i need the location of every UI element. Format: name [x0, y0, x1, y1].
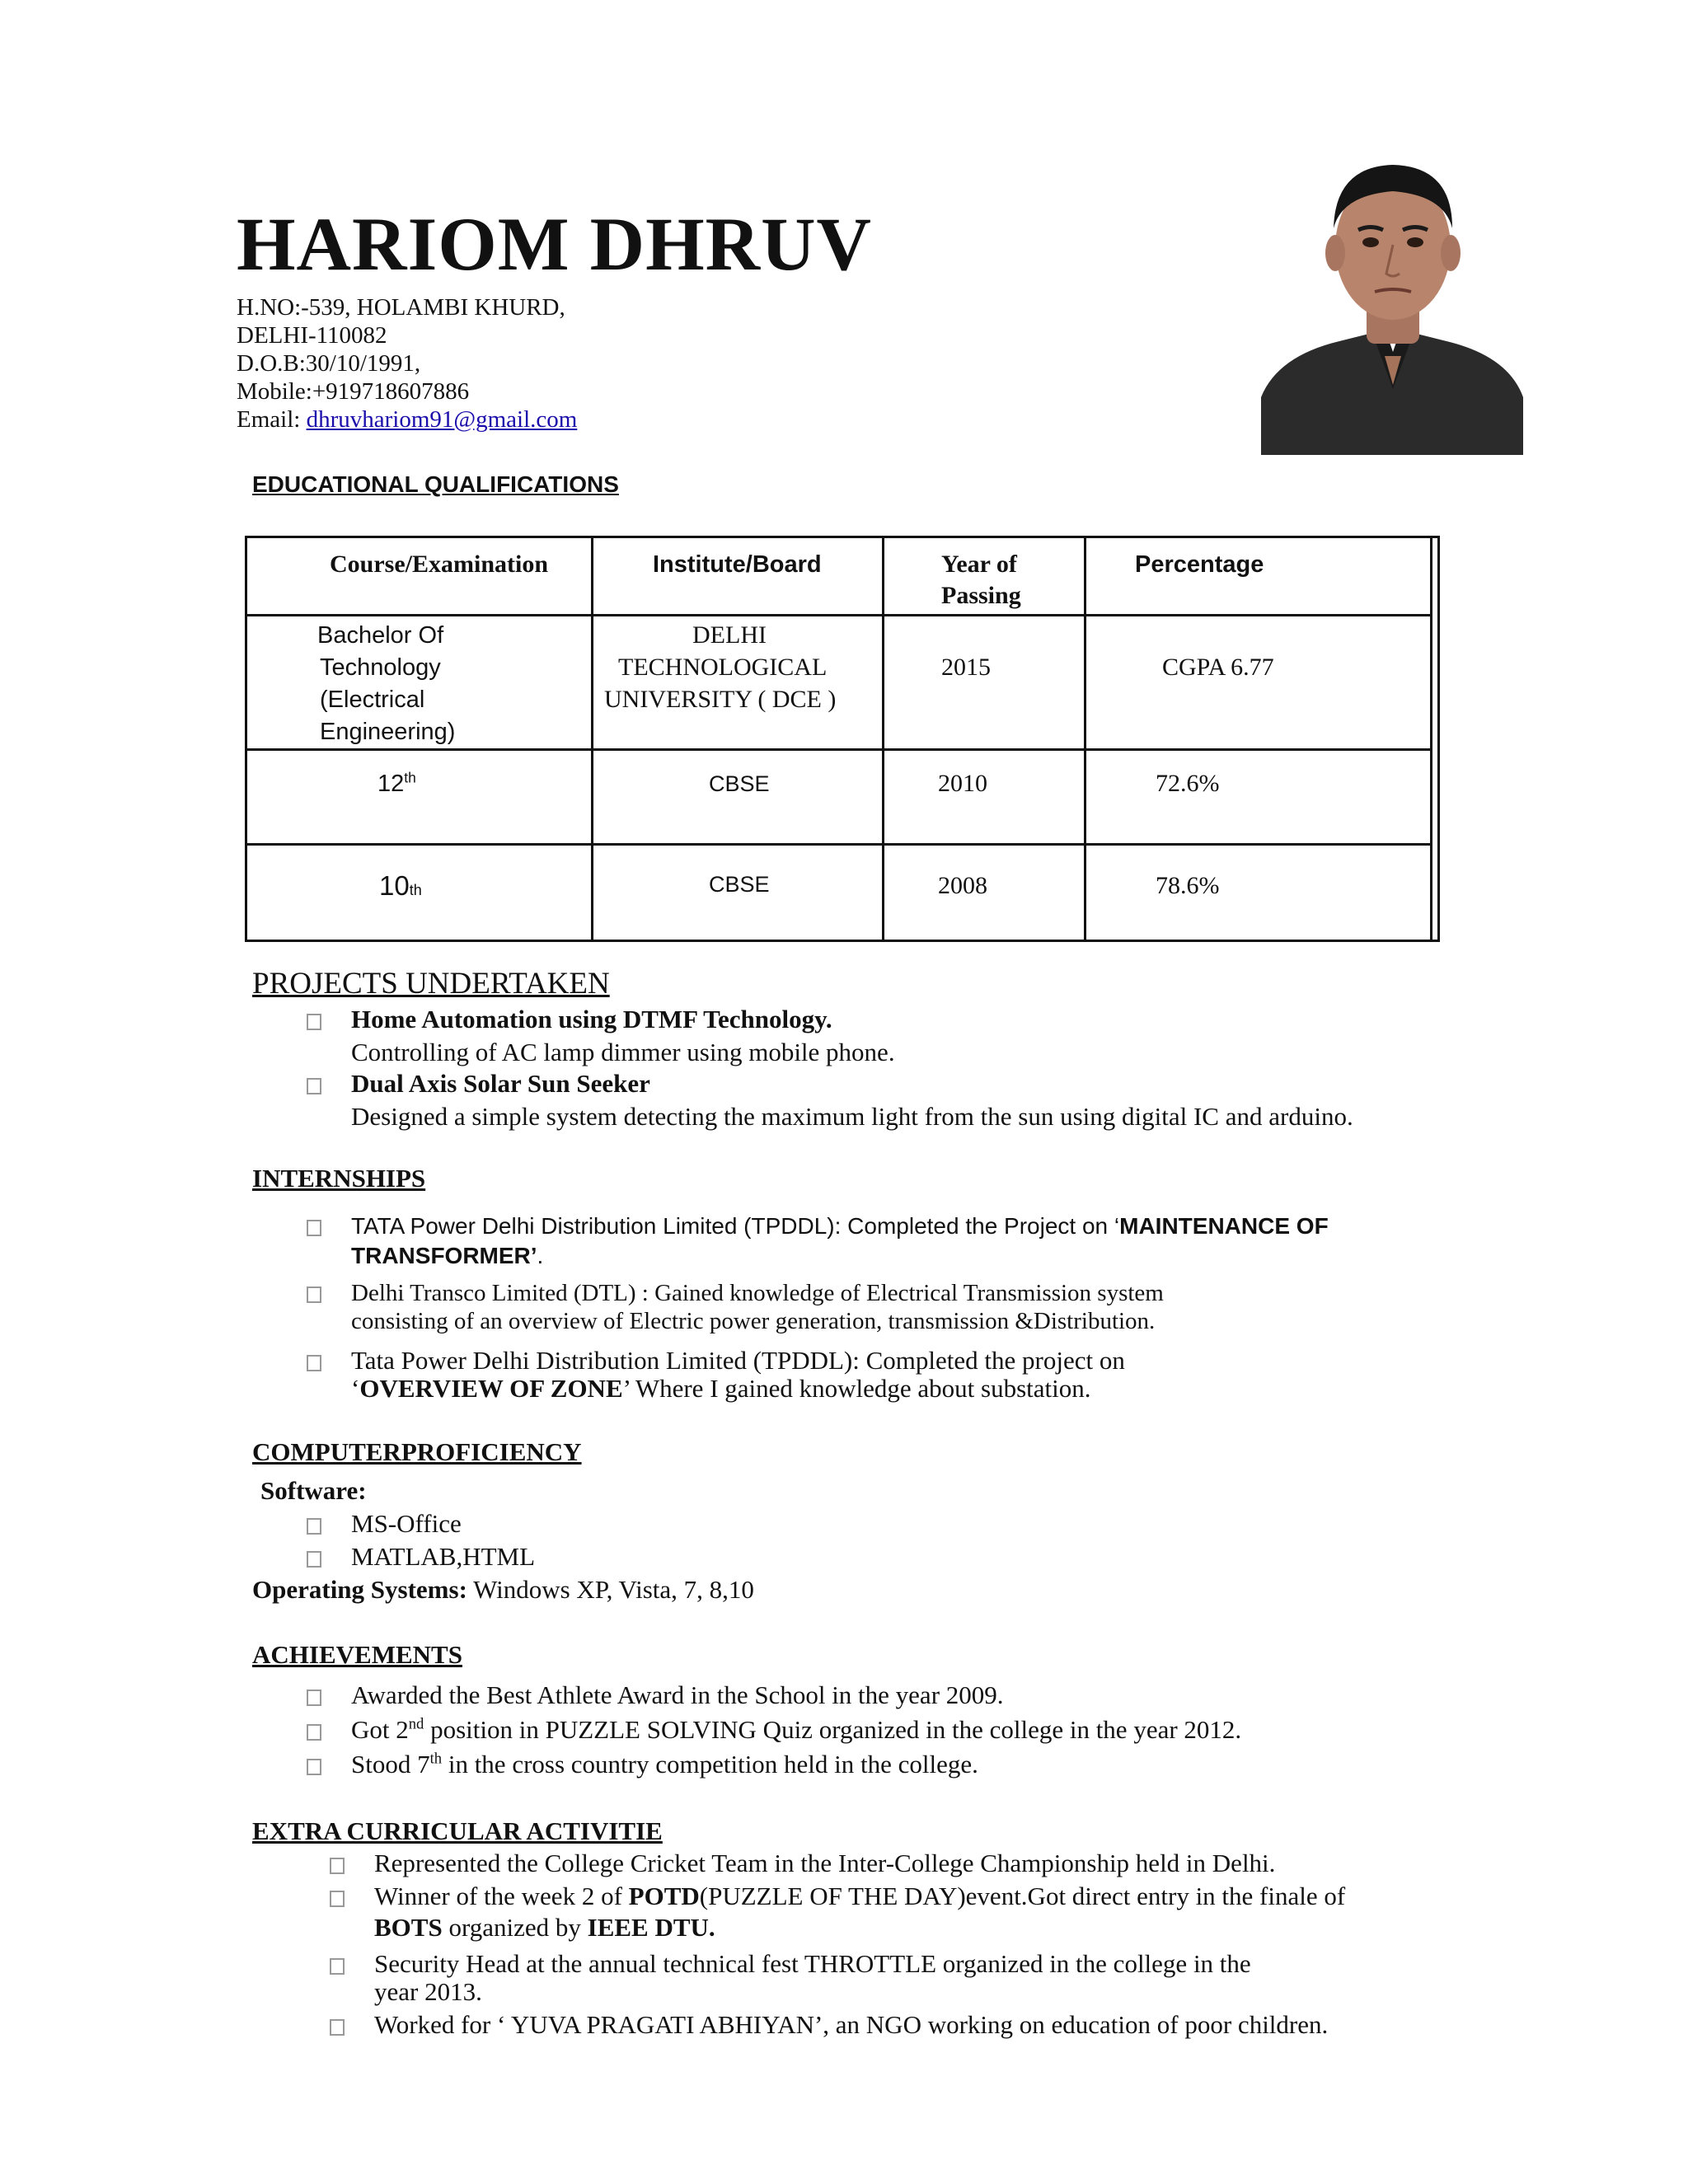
- project-desc-1: Controlling of AC lamp dimmer using mobile phone.: [351, 1038, 895, 1066]
- internship-item-2: Delhi Transco Limited (DTL) : Gained knowledge of Electrical Transmission system: [307, 1279, 321, 1307]
- row3-percentage: 78.6%: [1156, 872, 1220, 899]
- address-line-1: H.NO:-539, HOLAMBI KHURD,: [237, 294, 565, 321]
- internship-item-1-cont: TRANSFORMER’.: [351, 1243, 544, 1268]
- software-label: Software:: [260, 1476, 367, 1505]
- achievements-heading: ACHIEVEMENTS: [252, 1640, 462, 1669]
- row3-course: 10th: [379, 870, 422, 901]
- row1-institute-1: DELHI: [692, 621, 767, 649]
- profile-photo: [1261, 150, 1523, 455]
- row2-institute: CBSE: [709, 771, 770, 796]
- extra-item-2-cont: BOTS organized by IEEE DTU.: [374, 1913, 715, 1942]
- internship-item-1: TATA Power Delhi Distribution Limited (TPDDL): Completed the Project on ‘MAINTENANCE OF: [307, 1212, 321, 1241]
- project-desc-2: Designed a simple system detecting the maximum light from the sun using digital IC and arduino.: [351, 1102, 1353, 1131]
- row1-course-1: Bachelor Of: [317, 622, 444, 649]
- bullet-icon: [330, 2019, 345, 2036]
- bullet-icon: [307, 1690, 321, 1706]
- col-header-year-2: Passing: [941, 582, 1021, 609]
- internship-item-3-cont: ‘OVERVIEW OF ZONE’ Where I gained knowledge about substation.: [351, 1374, 1091, 1403]
- project-item-2: Dual Axis Solar Sun Seeker: [307, 1068, 321, 1099]
- extra-item-3-cont: year 2013.: [374, 1977, 482, 2006]
- date-of-birth: D.O.B:30/10/1991,: [237, 350, 421, 377]
- bullet-icon: [307, 1355, 321, 1371]
- extra-item-3: Security Head at the annual technical fest THROTTLE organized in the college in the: [330, 1950, 345, 1978]
- extra-curricular-heading: EXTRA CURRICULAR ACTIVITIE: [252, 1816, 663, 1845]
- bullet-icon: [307, 1518, 321, 1535]
- email-label: Email:: [237, 406, 307, 433]
- row1-institute-3: UNIVERSITY ( DCE ): [604, 686, 837, 713]
- extra-item-2: Winner of the week 2 of POTD(PUZZLE OF THE DAY)event.Got direct entry in the finale of: [330, 1881, 345, 1912]
- projects-heading: PROJECTS UNDERTAKEN: [252, 967, 610, 1001]
- internship-item-2-cont: consisting of an overview of Electric power generation, transmission &Distribution.: [351, 1308, 1156, 1334]
- bullet-icon: [307, 1286, 321, 1303]
- bullet-icon: [330, 1958, 345, 1975]
- education-table: [245, 536, 1440, 942]
- col-header-year-1: Year of: [941, 551, 1017, 578]
- bullet-icon: [307, 1220, 321, 1236]
- row2-percentage: 72.6%: [1156, 770, 1220, 797]
- row3-year: 2008: [938, 872, 987, 899]
- achievement-item-1: Awarded the Best Athlete Award in the School in the year 2009.: [307, 1680, 321, 1711]
- bullet-icon: [307, 1551, 321, 1568]
- software-item-2: MATLAB,HTML: [307, 1541, 321, 1572]
- software-item-1: MS-Office: [307, 1508, 321, 1540]
- col-header-institute: Institute/Board: [653, 551, 822, 578]
- candidate-name: HARIOM DHRUV: [237, 202, 872, 286]
- education-heading: EDUCATIONAL QUALIFICATIONS: [252, 471, 619, 497]
- address-line-2: DELHI-110082: [237, 322, 387, 349]
- row2-year: 2010: [938, 770, 987, 797]
- internships-heading: INTERNSHIPS: [252, 1164, 426, 1193]
- internship-item-3: Tata Power Delhi Distribution Limited (TPDDL): Completed the project on: [307, 1347, 321, 1375]
- row1-course-4: Engineering): [320, 719, 456, 745]
- bullet-icon: [307, 1078, 321, 1094]
- operating-systems: Operating Systems: Windows XP, Vista, 7, 8,10: [252, 1575, 754, 1604]
- row1-course-2: Technology: [320, 654, 441, 681]
- row1-year: 2015: [941, 654, 991, 681]
- achievement-item-3: Stood 7th in the cross country competition held in the college.: [307, 1749, 321, 1780]
- bullet-icon: [330, 1858, 345, 1874]
- email-row: [237, 405, 577, 434]
- row1-institute-2: TECHNOLOGICAL: [618, 654, 828, 681]
- row1-course-3: (Electrical: [320, 687, 425, 713]
- row2-course: 12th: [377, 769, 416, 797]
- project-item-1: Home Automation using DTMF Technology.: [307, 1004, 321, 1035]
- extra-item-4: Worked for ‘ YUVA PRAGATI ABHIYAN’, an NGO working on education of poor children.: [330, 2009, 345, 2041]
- computer-heading: COMPUTERPROFICIENCY: [252, 1437, 582, 1466]
- email-link[interactable]: dhruvhariom91@gmail.com: [306, 406, 578, 433]
- row1-percentage: CGPA 6.77: [1162, 654, 1274, 681]
- bullet-icon: [307, 1724, 321, 1741]
- row3-institute: CBSE: [709, 872, 770, 897]
- col-header-course: Course/Examination: [330, 551, 549, 578]
- extra-item-1: Represented the College Cricket Team in the Inter-College Championship held in Delhi.: [330, 1848, 345, 1879]
- achievement-item-2: Got 2nd position in PUZZLE SOLVING Quiz organized in the college in the year 2012.: [307, 1714, 321, 1746]
- bullet-icon: [330, 1891, 345, 1907]
- mobile-number: Mobile:+919718607886: [237, 378, 470, 405]
- bullet-icon: [307, 1759, 321, 1775]
- col-header-percentage: Percentage: [1135, 551, 1264, 578]
- bullet-icon: [307, 1014, 321, 1030]
